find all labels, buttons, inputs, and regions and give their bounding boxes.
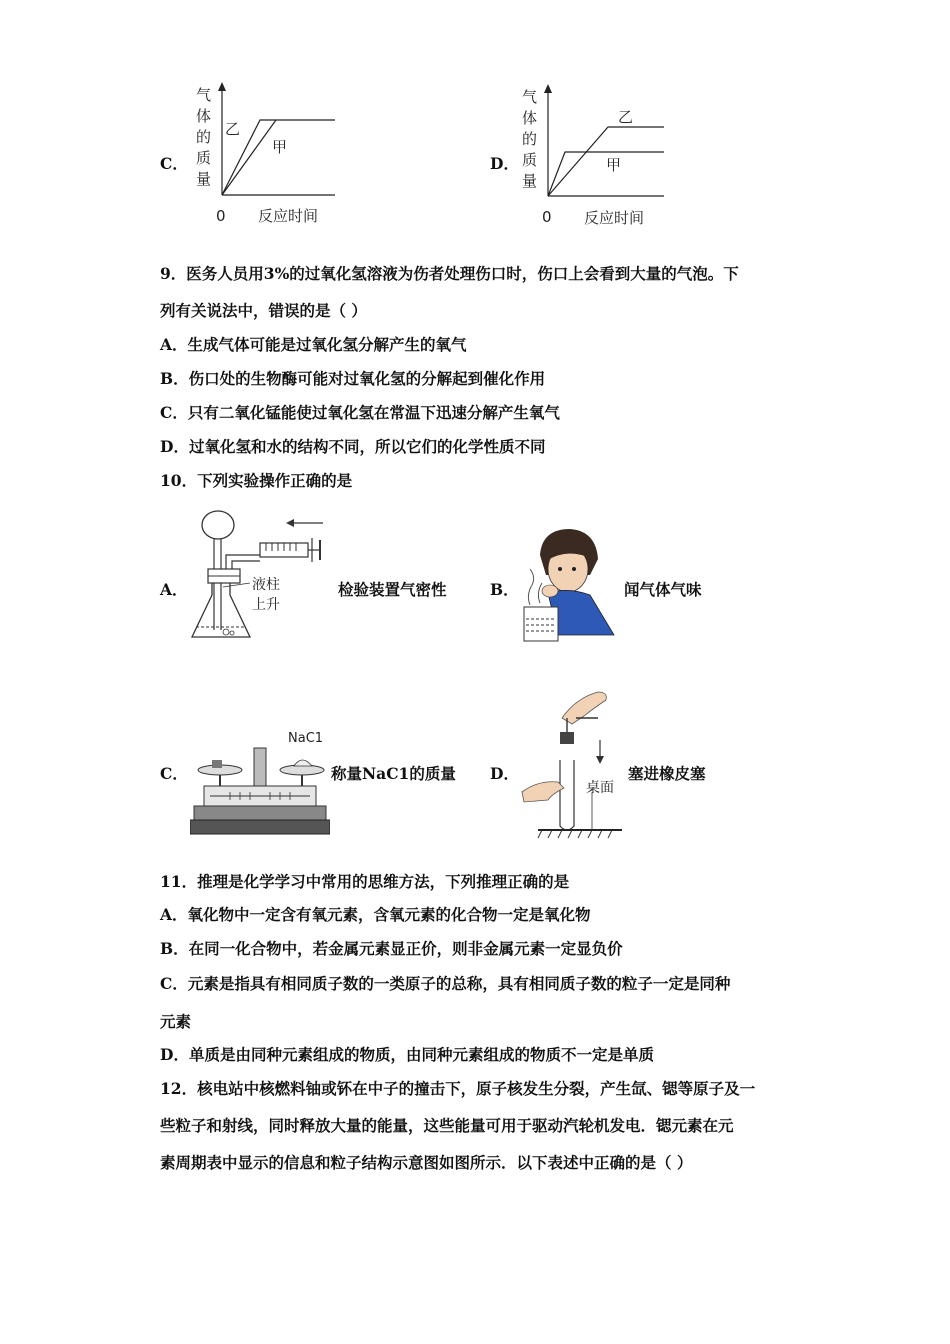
q12-line2: 些粒子和射线，同时释放大量的能量，这些能量可用于驱动汽轮机发电．锶元素在元 (160, 1116, 734, 1135)
graph-d-label: D． (490, 154, 519, 173)
q12-line3: 素周期表中显示的信息和粒子结构示意图如图所示．以下表述中正确的是（ ） (160, 1153, 693, 1172)
y-axis-char: 质 (196, 149, 212, 167)
series-jia-label: 甲 (272, 138, 288, 156)
q10-option-a-caption: 检验装置气密性 (338, 580, 447, 599)
nacl-note: NaC1 (288, 731, 324, 746)
center-pillar (254, 748, 266, 788)
weight (212, 760, 222, 768)
q10-option-c-caption: 称量NaC1的质量 (331, 764, 456, 783)
q9-option-b: B．伤口处的生物酶可能对过氧化氢的分解起到催化作用 (160, 369, 546, 388)
y-axis-char: 质 (522, 151, 538, 169)
lower-hand (522, 782, 564, 802)
beaker (524, 607, 558, 641)
graph-c-label: C． (160, 154, 188, 173)
y-axis-char: 的 (522, 130, 538, 148)
nacl-sample (294, 760, 312, 766)
y-axis-char: 体 (196, 107, 212, 125)
q10-option-a-label: A． (160, 580, 188, 599)
q10-stem: 10．下列实验操作正确的是 (160, 471, 353, 490)
q9-option-c: C．只有二氧化锰能使过氧化氢在常温下迅速分解产生氧气 (160, 403, 560, 422)
q11-option-c-cont: 元素 (160, 1012, 192, 1031)
q12-line1: 12．核电站中核燃料铀或钚在中子的撞击下，原子核发生分裂，产生氙、锶等原子及一 (160, 1079, 756, 1098)
q11-option-a: A．氧化物中一定含有氧元素，含氧元素的化合物一定是氧化物 (160, 905, 591, 924)
vapor (528, 569, 533, 605)
q10-option-b-label: B． (490, 580, 519, 599)
rising-note: 上升 (252, 597, 280, 613)
y-axis-char: 气 (196, 86, 212, 104)
y-axis-arrow (544, 84, 552, 93)
series-yi-label: 乙 (618, 108, 634, 126)
y-axis-arrow (218, 82, 226, 91)
upper-hand (562, 692, 606, 724)
q9-option-a: A．生成气体可能是过氧化氢分解产生的氧气 (160, 335, 467, 354)
graph-d (518, 80, 678, 230)
q10-option-d-label: D． (490, 764, 519, 783)
q11-option-c: C．元素是指具有相同质子数的一类原子的总称，具有相同质子数的粒子一定是同种 (160, 974, 731, 993)
q9-option-d: D．过氧化氢和水的结构不同，所以它们的化学性质不同 (160, 437, 546, 456)
y-axis-char: 量 (522, 172, 538, 190)
y-axis-char: 气 (522, 88, 538, 106)
q11-option-b: B．在同一化合物中，若金属元素显正价，则非金属元素一定显负价 (160, 939, 623, 958)
y-axis-char: 体 (522, 109, 538, 127)
x-axis-label: 反应时间 (584, 209, 645, 227)
q9-stem-line1: 9．医务人员用3%的过氧化氢溶液为伤者处理伤口时，伤口上会看到大量的气泡。下 (160, 264, 739, 283)
q10-option-d-caption: 塞进橡皮塞 (628, 764, 706, 783)
origin-label: 0 (542, 208, 552, 226)
origin-label: 0 (216, 207, 226, 225)
q11-option-d: D．单质是由同种元素组成的物质，由同种元素组成的物质不一定是单质 (160, 1045, 654, 1064)
q10-option-c-label: C． (160, 764, 188, 783)
test-tube (560, 760, 574, 830)
person-hand (542, 585, 558, 597)
q10-option-b-caption: 闻气体气味 (624, 580, 702, 599)
q11-stem: 11．推理是化学学习中常用的思维方法，下列推理正确的是 (160, 872, 570, 891)
smelling-illustration (518, 525, 618, 645)
series-jia-label: 甲 (606, 156, 622, 174)
q9-stem-line2: 列有关说法中，错误的是（ ） (160, 301, 367, 320)
liquid-column-note: 液柱 (252, 577, 280, 593)
right-pan (280, 765, 324, 775)
balance-illustration (190, 726, 330, 841)
stopper-illustration (518, 688, 628, 843)
desk-note: 桌面 (586, 780, 614, 796)
balance-base (194, 806, 326, 820)
graph-c (190, 80, 350, 230)
rubber-stopper (560, 732, 574, 744)
y-axis-char: 的 (196, 128, 212, 146)
series-yi-label: 乙 (225, 120, 241, 138)
x-axis-label: 反应时间 (258, 207, 319, 225)
funnel-bulb (202, 511, 234, 539)
y-axis-char: 量 (196, 170, 212, 188)
airtightness-apparatus (188, 505, 338, 650)
